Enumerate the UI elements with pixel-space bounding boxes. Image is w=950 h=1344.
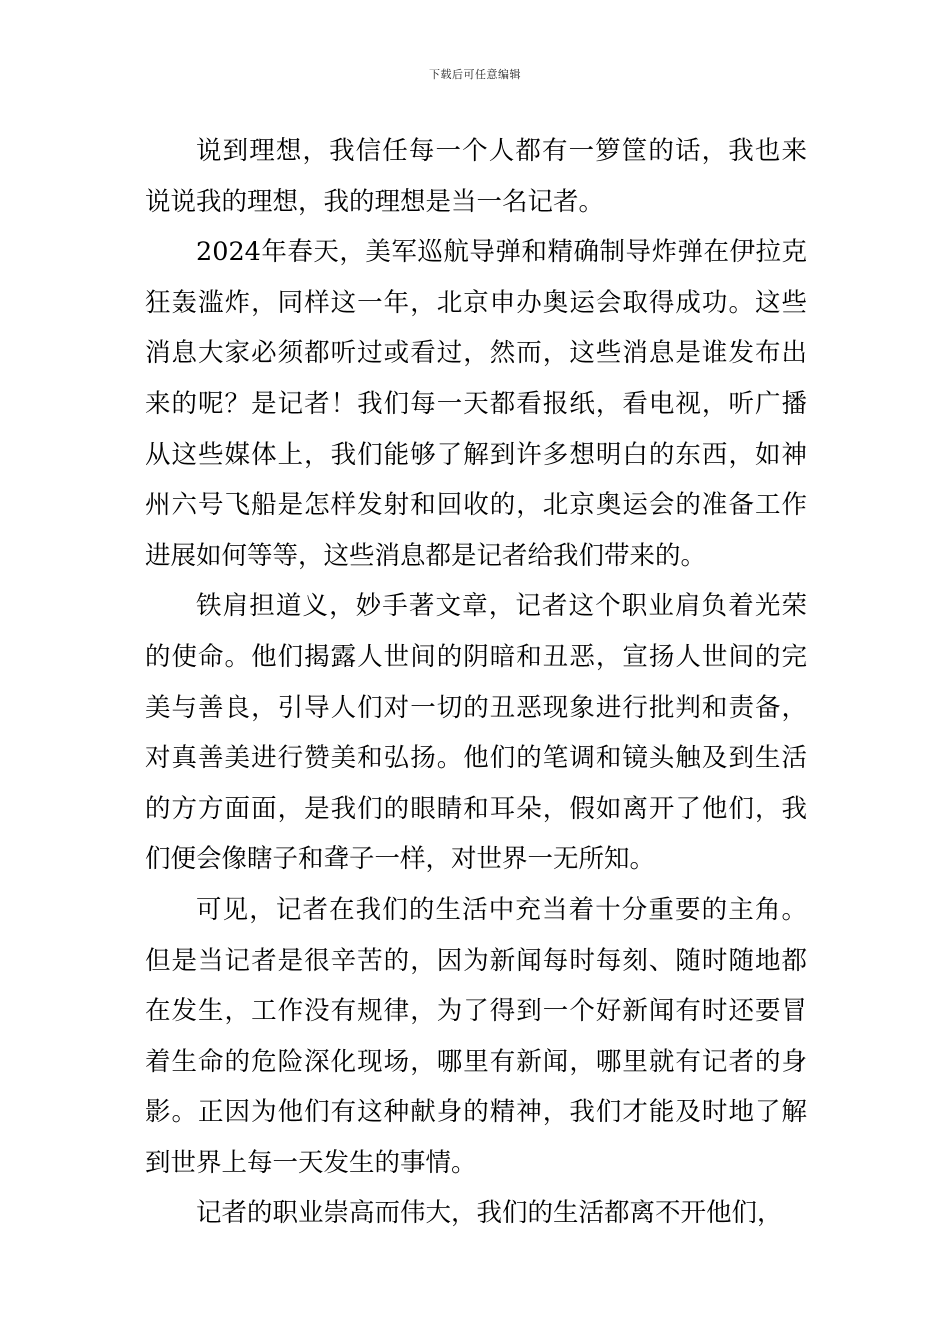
paragraph-1: 说到理想，我信任每一个人都有一箩筐的话，我也来说说我的理想，我的理想是当一名记者。 <box>145 136 807 217</box>
essay-body <box>145 126 807 1239</box>
paragraph-3: 铁肩担道义，妙手著文章，记者这个职业肩负着光荣的使命。他们揭露人世间的阴暗和丑恶，宣扬人世间的完美与善良，引导人们对一切的丑恶现象进行批判和责备，对真善美进行赞美和弘扬。他们的笔调和镜头触及到生活的方方面面，是我们的眼睛和耳朵，假如离开了他们，我们便会像瞎子和聋子一样，对世界一无所知。 <box>145 591 807 875</box>
page-header: 下载后可任意编辑 <box>429 68 521 81</box>
paragraph-2: 2024年春天，美军巡航导弹和精确制导炸弹在伊拉克狂轰滥炸，同样这一年，北京申办奥运会取得成功。这些消息大家必须都听过或看过，然而，这些消息是谁发布出来的呢？是记者！我们每一天都看报纸，看电视，听广播从这些媒体上，我们能够了解到许多想明白的东西，如神州六号飞船是怎样发射和回收的，北京奥运会的准备工作进展如何等等，这些消息都是记者给我们带来的。 <box>145 237 807 571</box>
paragraph-5: 记者的职业崇高而伟大，我们的生活都离不开他们， <box>196 1198 783 1229</box>
paragraph-4: 可见，记者在我们的生活中充当着十分重要的主角。但是当记者是很辛苦的，因为新闻每时每刻、随时随地都在发生，工作没有规律，为了得到一个好新闻有时还要冒着生命的危险深化现场，哪里有新闻，哪里就有记者的身影。正因为他们有这种献身的精神，我们才能及时地了解到世界上每一天发生的事情。 <box>145 894 807 1178</box>
